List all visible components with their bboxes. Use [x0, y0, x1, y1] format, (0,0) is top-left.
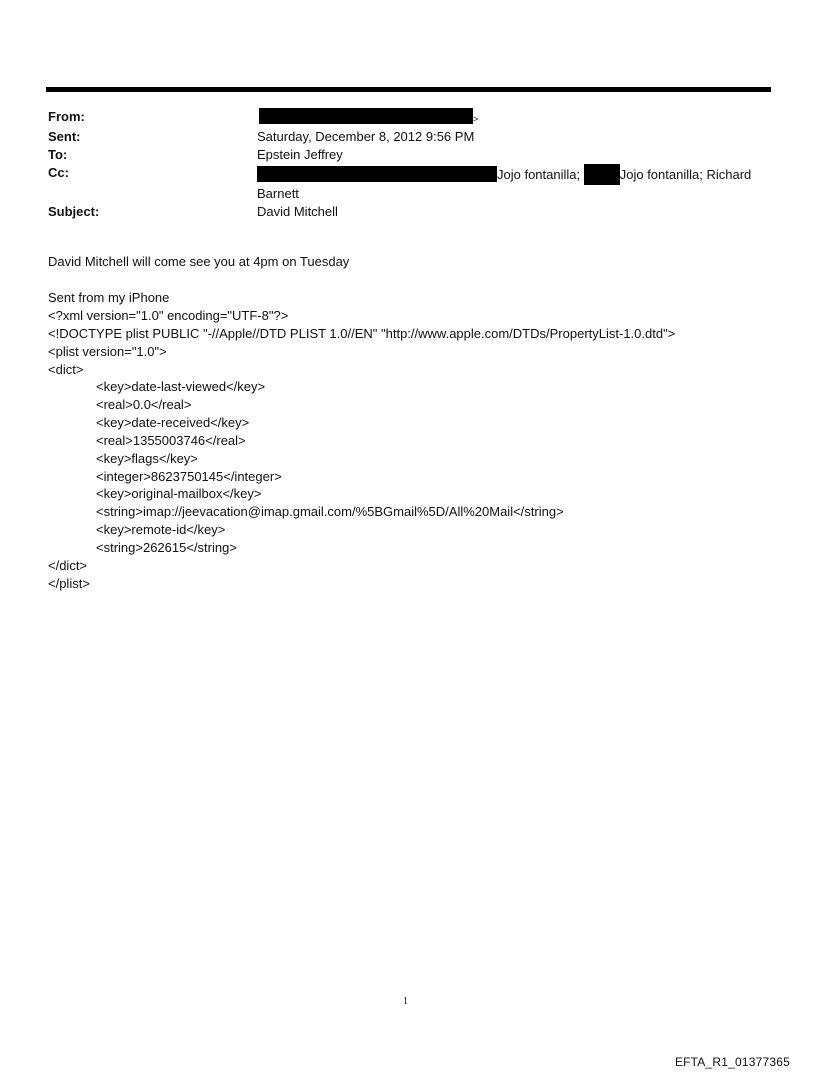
xml-line: </dict> [48, 557, 88, 573]
xml-line: <real>0.0</real> [96, 397, 192, 413]
sent-row [48, 128, 768, 146]
from-value-suffix: > [473, 114, 479, 124]
xml-line: <string>imap://jeevacation@imap.gmail.com/%5BGmail%5D/All%20Mail</string> [96, 504, 564, 520]
from-row [48, 108, 768, 128]
cc-label: Cc: [48, 165, 69, 180]
xml-line: <key>date-last-viewed</key> [96, 379, 266, 395]
xml-line: <?xml version="1.0" encoding="UTF-8"?> [48, 308, 289, 323]
xml-line: <plist version="1.0"> [48, 343, 167, 359]
xml-line: </plist> [48, 575, 90, 591]
sent-label: Sent: [48, 129, 81, 144]
xml-line: <key>flags</key> [96, 450, 198, 466]
cc-part1: Jojo fontanilla; [497, 167, 584, 182]
subject-row [48, 203, 768, 221]
xml-line: <key>remote-id</key> [96, 522, 226, 538]
cc-value [257, 164, 757, 203]
to-value: Epstein Jeffrey [257, 147, 343, 162]
xml-line: <real>1355003746</real> [96, 432, 246, 448]
subject-label: Subject: [48, 204, 100, 219]
email-body [48, 253, 768, 593]
redaction-block [257, 166, 497, 182]
cc-part2: Jojo fontanilla; Richard [619, 167, 752, 182]
from-label: From: [48, 109, 85, 124]
from-value [257, 108, 757, 128]
page-number: 1 [403, 996, 408, 1007]
cc-continuation: Barnett [257, 186, 299, 201]
email-header [48, 108, 768, 221]
xml-line: <!DOCTYPE plist PUBLIC "-//Apple//DTD PLIST 1.0//EN" "http://www.apple.com/DTDs/PropertyList-1.0.dtd"> [48, 325, 676, 341]
redaction-block [259, 108, 473, 124]
to-label: To: [48, 147, 68, 162]
to-row [48, 146, 768, 164]
cc-row [48, 164, 768, 203]
xml-line: <integer>8623750145</integer> [96, 468, 282, 484]
header-rule [46, 87, 771, 92]
xml-line: <string>262615</string> [96, 539, 237, 555]
xml-line: <key>original-mailbox</key> [96, 486, 262, 502]
signature-text: Sent from my iPhone [48, 290, 170, 305]
sent-value: Saturday, December 8, 2012 9:56 PM [257, 129, 475, 144]
subject-value: David Mitchell [257, 204, 338, 219]
redaction-block [584, 164, 620, 185]
document-id: EFTA_R1_01377365 [674, 1055, 790, 1069]
message-text: David Mitchell will come see you at 4pm on Tuesday [48, 254, 350, 269]
xml-line: <key>date-received</key> [96, 415, 250, 431]
plist-xml-block [48, 307, 768, 593]
xml-line: <dict> [48, 361, 84, 377]
